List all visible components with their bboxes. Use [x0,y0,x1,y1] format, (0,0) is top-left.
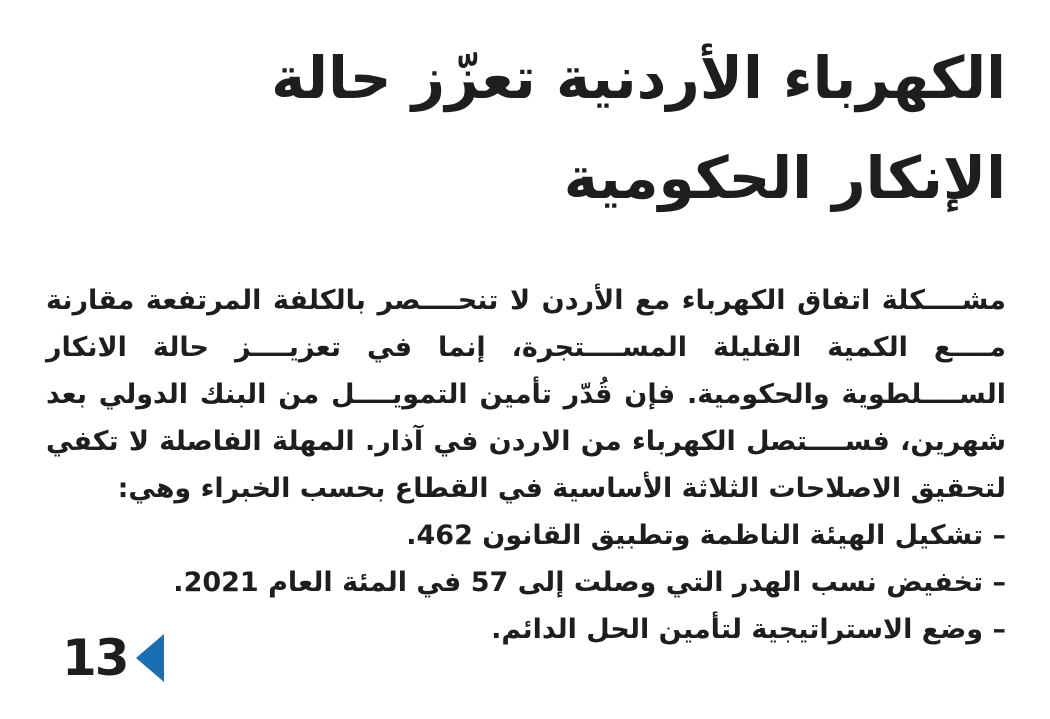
article-paragraph: مشــــكلة اتفاق الكهرباء مع الأردن لا تنحــــصر بالكلفة المرتفعة مقارنة مــــع الكمية القليلة المســــتجرة، إنما في تعزيــــز حالة الانكار الســــلطوية والحكومية. فإن قُدّر تأمين التمويــــل من البنك الدولي بعد شهرين، فســــتصل الكهرباء من الاردن في آذار. المهلة الفاصلة لا تكفي لتحقيق الاصلاحات الثلاثة الأساسية في القطاع بحسب الخبراء وهي: [46,285,1006,504]
page-indicator [62,630,164,686]
article-body [46,277,1006,653]
triangle-left-icon [136,634,164,682]
headline-line-1: الكهرباء الأردنية تعزّز حالة [271,44,1006,112]
reform-list [46,512,1006,653]
page-number: 13 [62,629,128,687]
headline [206,28,1006,228]
list-item: – تشكيل الهيئة الناظمة وتطبيق القانون 462. [406,520,1006,551]
list-item: – تخفيض نسب الهدر التي وصلت إلى 57 في المئة العام 2021. [173,567,1006,598]
list-item: – وضع الاستراتيجية لتأمين الحل الدائم. [491,614,1006,645]
headline-line-2: الإنكار الحكومية [563,144,1006,212]
